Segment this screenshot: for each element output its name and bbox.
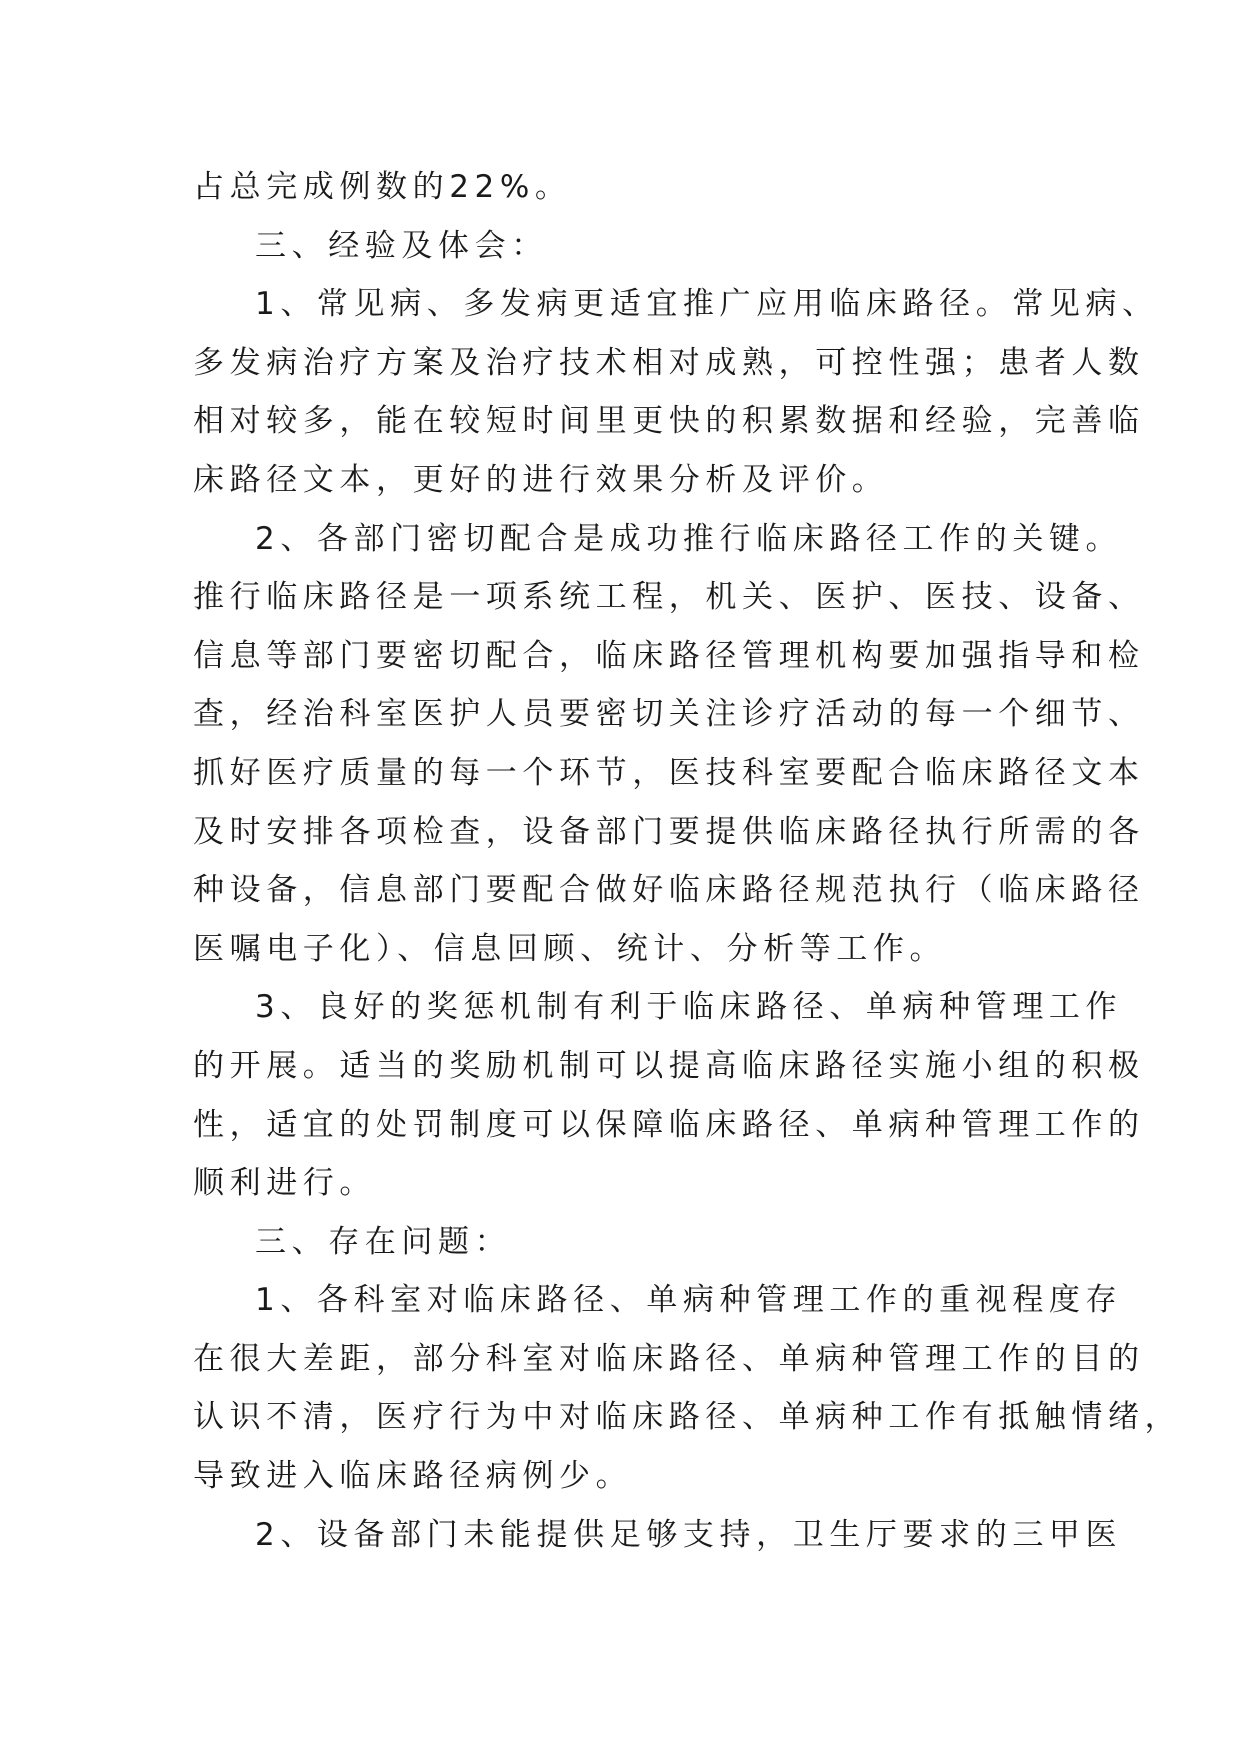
document-line: 性，适宜的处罚制度可以保障临床路径、单病种管理工作的 — [193, 1106, 1145, 1143]
document-line: 导致进入临床路径病例少。 — [193, 1458, 633, 1495]
document-line: 及时安排各项检查，设备部门要提供临床路径执行所需的各 — [193, 813, 1145, 850]
document-line: 信息等部门要密切配合，临床路径管理机构要加强指导和检 — [193, 637, 1145, 674]
document-line: 床路径文本，更好的进行效果分析及评价。 — [193, 461, 889, 498]
document-line: 相对较多，能在较短时间里更快的积累数据和经验，完善临 — [193, 403, 1145, 440]
document-line: 1、常见病、多发病更适宜推广应用临床路径。常见病、 — [255, 286, 1159, 323]
document-line: 三、经验及体会： — [255, 227, 548, 264]
document-line: 三、存在问题： — [255, 1223, 512, 1260]
document-line: 抓好医疗质量的每一个环节，医技科室要配合临床路径文本 — [193, 754, 1145, 791]
document-line: 多发病治疗方案及治疗技术相对成熟，可控性强；患者人数 — [193, 344, 1145, 381]
document-line: 在很大差距，部分科室对临床路径、单病种管理工作的目的 — [193, 1340, 1145, 1377]
document-line: 1、各科室对临床路径、单病种管理工作的重视程度存 — [255, 1282, 1123, 1319]
document-line: 查，经治科室医护人员要密切关注诊疗活动的每一个细节、 — [193, 696, 1145, 733]
document-body — [193, 158, 1182, 1564]
document-line: 推行临床路径是一项系统工程，机关、医护、医技、设备、 — [193, 579, 1145, 616]
document-line: 2、各部门密切配合是成功推行临床路径工作的关键。 — [255, 520, 1123, 557]
document-line: 医嘱电子化）、信息回顾、统计、分析等工作。 — [193, 930, 947, 967]
document-line: 顺利进行。 — [193, 1165, 376, 1202]
document-line: 种设备，信息部门要配合做好临床路径规范执行（临床路径 — [193, 872, 1145, 909]
document-line: 认识不清，医疗行为中对临床路径、单病种工作有抵触情绪， — [193, 1399, 1182, 1436]
document-line: 2、设备部门未能提供足够支持，卫生厅要求的三甲医 — [255, 1516, 1123, 1553]
document-line: 的开展。适当的奖励机制可以提高临床路径实施小组的积极 — [193, 1047, 1145, 1084]
document-line: 占总完成例数的22%。 — [193, 169, 572, 205]
document-line: 3、良好的奖惩机制有利于临床路径、单病种管理工作 — [255, 989, 1123, 1026]
